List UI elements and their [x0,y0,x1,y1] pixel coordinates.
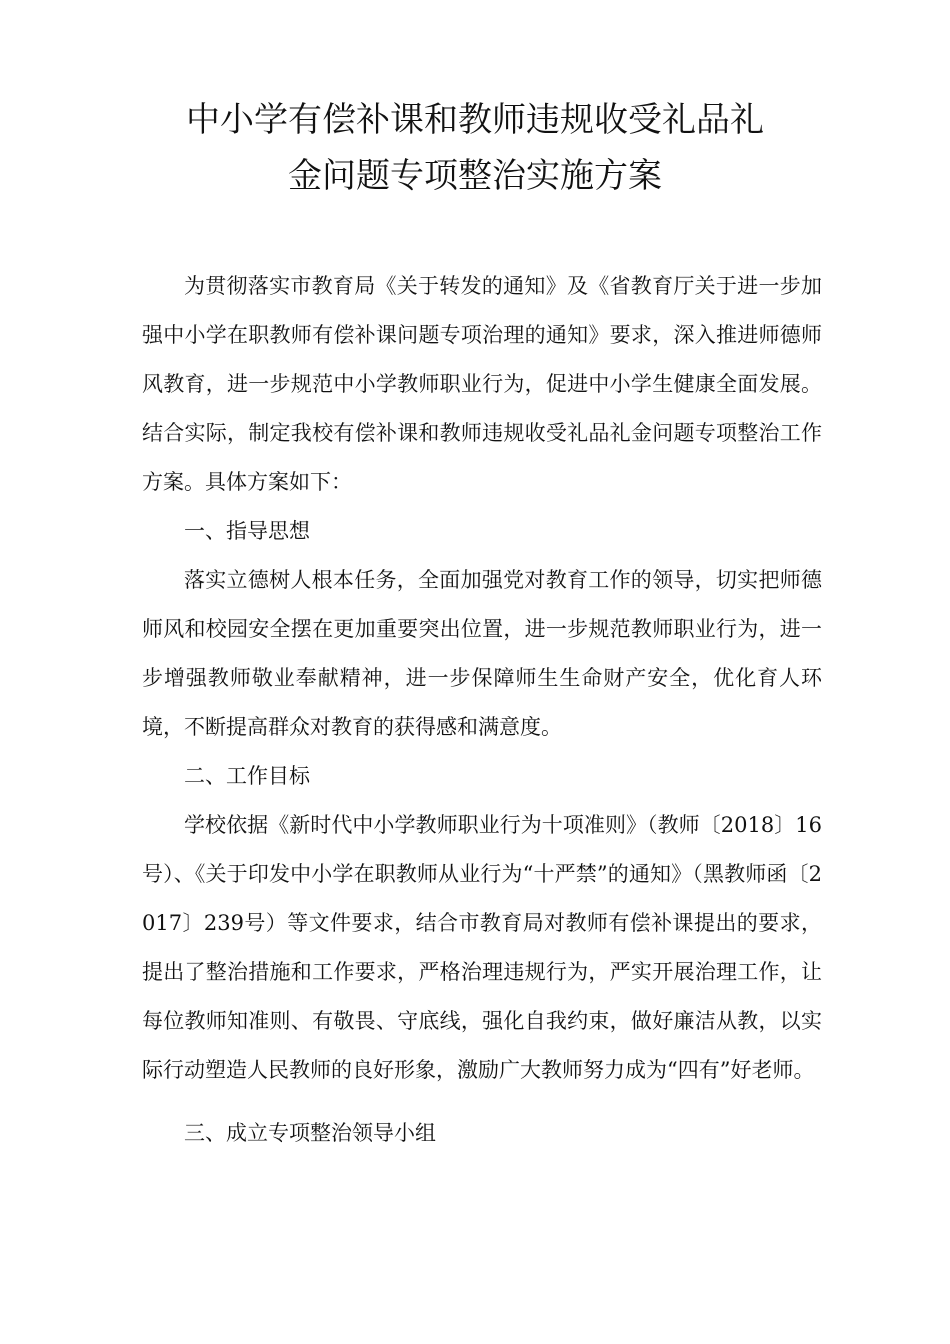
document-title [120,92,830,204]
title-line-1: 中小学有偿补课和教师违规收受礼品礼 [186,100,764,140]
title-line-2: 金问题专项整治实施方案 [288,156,662,196]
intro-paragraph: 为贯彻落实市教育局《关于转发的通知》及《省教育厅关于进一步加强中小学在职教师有偿补课问题专项治理的通知》要求，深入推进师德师风教育，进一步规范中小学教师职业行为，促进中小学生健康全面发展。结合实际，制定我校有偿补课和教师违规收受礼品礼金问题专项整治工作方案。具体方案如下： [142,274,822,494]
section-heading-guiding-ideology: 一、指导思想 [184,519,310,543]
section-heading-work-goals: 二、工作目标 [184,764,310,788]
guiding-ideology-paragraph: 落实立德树人根本任务，全面加强党对教育工作的领导，切实把师德师风和校园安全摆在更加重要突出位置，进一步规范教师职业行为，进一步增强教师敬业奉献精神，进一步保障师生生命财产安全，优化育人环境，不断提高群众对教育的获得感和满意度。 [142,568,822,739]
document-body [142,262,822,1158]
work-goals-paragraph: 学校依据《新时代中小学教师职业行为十项准则》（教师〔2018〕16号）、《关于印发中小学在职教师从业行为“十严禁”的通知》（黑教师函〔2017〕239号）等文件要求，结合市教育局对教师有偿补课提出的要求，提出了整治措施和工作要求，严格治理违规行为，严实开展治理工作，让每位教师知准则、有敬畏、守底线，强化自我约束，做好廉洁从教，以实际行动塑造人民教师的良好形象，激励广大教师努力成为“四有”好老师。 [142,813,822,1082]
section-heading-leading-group: 三、成立专项整治领导小组 [184,1121,436,1145]
